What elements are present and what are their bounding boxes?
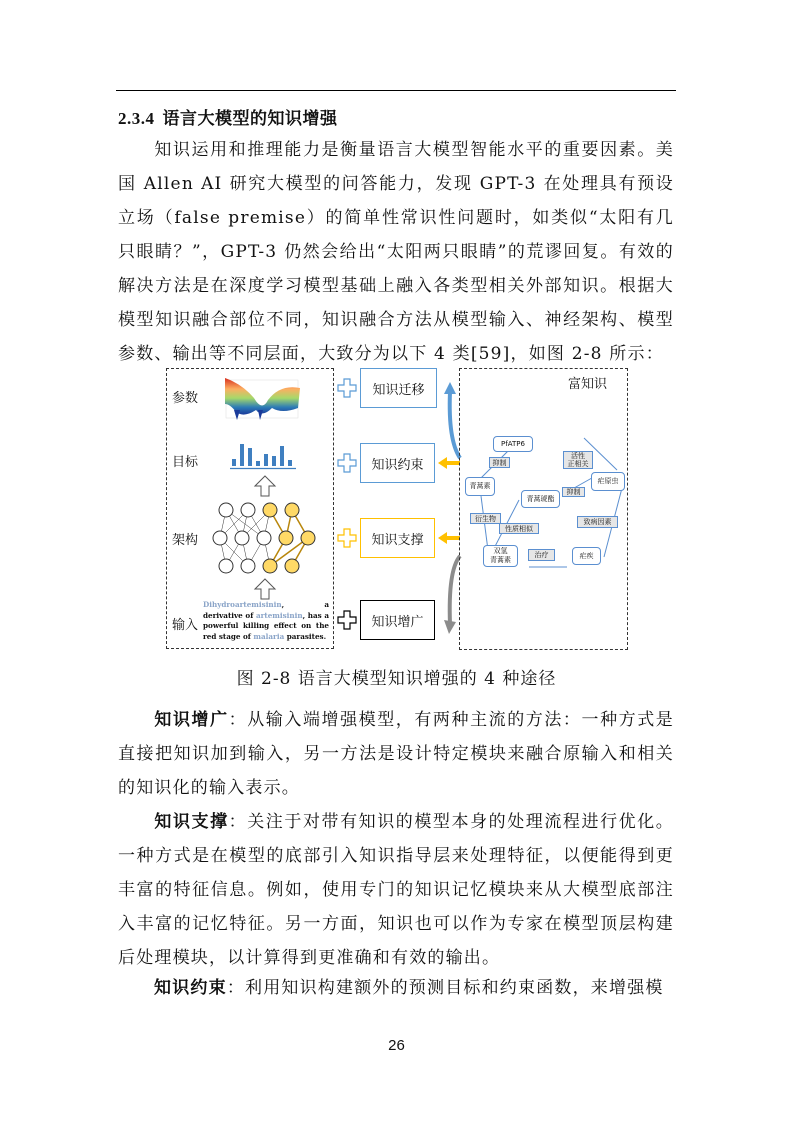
method-knowledge-transfer: 知识迁移 (360, 368, 437, 408)
node-artemisinin: 青蒿素 (465, 477, 495, 496)
label-architecture: 架构 (172, 533, 199, 548)
plus-icon-constraint (337, 453, 357, 473)
intro-paragraph (118, 133, 674, 371)
edge-activity-correlation: 活性 正相关 (563, 451, 593, 469)
node-malaria: 疟疾 (572, 547, 601, 565)
rich-knowledge-title: 富知识 (568, 377, 608, 392)
edge-inhibit-2: 抑制 (562, 487, 585, 497)
node-plasmodium: 疟原虫 (591, 472, 625, 491)
label-input: 输入 (172, 618, 199, 633)
header-rule (116, 90, 676, 91)
surface-plot-icon (222, 374, 302, 426)
method-knowledge-augment: 知识增广 (360, 600, 435, 640)
augment-paragraph (118, 703, 674, 805)
support-paragraph (118, 805, 674, 975)
method-knowledge-support: 知识支撑 (360, 518, 435, 558)
page-number: 26 (388, 1037, 405, 1054)
up-arrow-icon (253, 578, 277, 600)
bar-chart-icon (230, 444, 302, 470)
edge-similar-properties: 性质相似 (499, 523, 539, 534)
label-params: 参数 (172, 391, 199, 406)
constraint-paragraph (118, 971, 674, 1005)
support-text: ：关注于对带有知识的模型本身的处理流程进行优化。一种方式是在模型的底部引入知识指导层来处理特征，以便能得到更丰富的特征信息。例如，使用专门的知识记忆模块来从大模型底部注入丰富的记忆特征。另一方面，知识也可以作为专家在模型顶层构建后处理模块，以计算得到更准确和有效的输出。 (118, 812, 674, 968)
intro-text: 知识运用和推理能力是衡量语言大模型智能水平的重要因素。美国 Allen AI 研究大模型的问答能力，发现 GPT-3 在处理具有预设立场（false premise）的简单性常识性问题时，如类似“太阳有几只眼睛？”，GPT-3 仍然会给出“太阳两只眼睛”的荒谬回复。有效的解决方法是在深度学习模型基础上融入各类型相关外部知识。根据大模型知识融合部位不同，知识融合方法从模型输入、神经架构、模型参数、输出等不同层面，大致分为以下 4 类[59]，如图 2-8 所示： (118, 140, 674, 364)
knowledge-graph-edges (459, 368, 628, 650)
edge-inhibit-1: 抑制 (489, 457, 510, 468)
edge-pathogen: 致病因素 (577, 516, 618, 528)
node-pfatp6: PfATP6 (493, 436, 533, 452)
section-title: 语言大模型的知识增强 (162, 109, 338, 129)
augment-text: ：从输入端增强模型，有两种主流的方法：一种方式是直接把知识加到输入，另一方法是设计特定模块来融合原输入和相关的知识化的输入表示。 (118, 710, 674, 798)
up-arrow-icon (253, 475, 277, 497)
input-example-text: Dihydroartemisinin, a derivative of artemisinin, has a powerful killing effect on the red stage of malaria parasites. (203, 600, 329, 641)
section-number: 2.3.4 (118, 109, 155, 128)
edge-treat: 治疗 (528, 549, 555, 561)
figure-caption: 图 2-8 语言大模型知识增强的 4 种途径 (236, 669, 557, 689)
section-heading (118, 104, 338, 129)
plus-icon-augment (337, 610, 357, 630)
constraint-text: ：利用知识构建额外的预测目标和约束函数，来增强模 (226, 978, 664, 998)
node-dihydroartemisinin: 双氢 青蒿素 (483, 545, 518, 567)
method-knowledge-constraint: 知识约束 (360, 443, 435, 483)
node-artesunate: 青蒿琥酯 (521, 490, 560, 508)
support-term: 知识支撑 (154, 812, 229, 832)
plus-icon-support (337, 528, 357, 548)
neural-network-icon (212, 500, 322, 576)
augment-term: 知识增广 (154, 710, 229, 730)
plus-icon-transfer (337, 378, 357, 398)
constraint-term: 知识约束 (154, 978, 227, 998)
edge-derivative: 衍生物 (470, 513, 501, 524)
label-objective: 目标 (172, 455, 199, 470)
